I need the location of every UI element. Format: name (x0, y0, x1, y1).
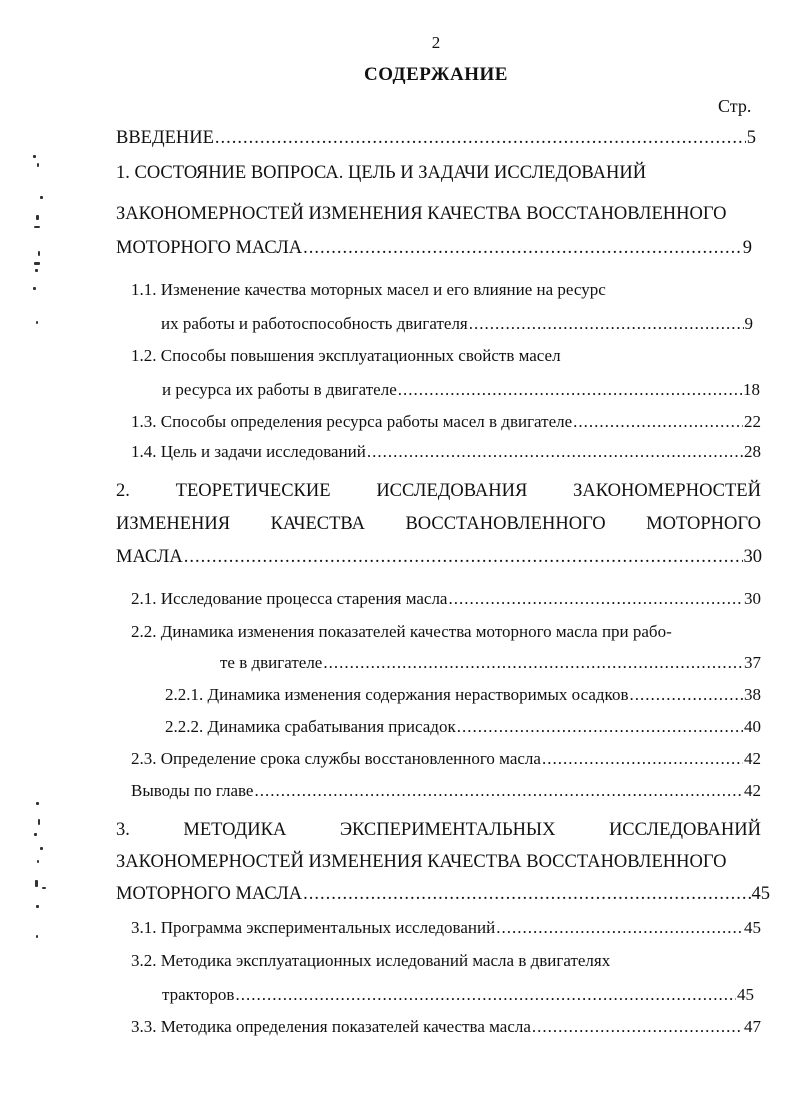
toc-section-1-2-line-1[interactable]: 1.2. Способы повышения эксплуатационных свойств масел (131, 346, 561, 365)
toc-entry-text: МОТОРНОГО МАСЛА (116, 238, 303, 258)
leader-dots (235, 985, 736, 1005)
toc-page-number: 22 (744, 412, 761, 431)
toc-entry-text: МОТОРНОГО МАСЛА (116, 884, 303, 904)
toc-word: 3. (116, 820, 130, 840)
leader-dots (573, 412, 743, 432)
leader-dots (496, 918, 743, 938)
toc-entry-text: 2.2.2. Динамика срабатывания присадок (165, 717, 456, 736)
toc-word: ВОССТАНОВЛЕННОГО (405, 514, 606, 534)
toc-word: МОТОРНОГО (646, 514, 761, 534)
toc-entry-text: тракторов (162, 985, 235, 1004)
toc-entry-text: 3.3. Методика определения показателей качества масла (131, 1017, 531, 1036)
toc-section-1-1-line-1[interactable]: 1.1. Изменение качества моторных масел и его влияние на ресурс (131, 280, 606, 299)
toc-subsection-2-2-2[interactable] (165, 717, 761, 737)
toc-conclusions[interactable] (131, 781, 761, 801)
toc-word: ЭКСПЕРИМЕНТАЛЬНЫХ (339, 820, 556, 840)
toc-section-2-1[interactable] (131, 589, 761, 609)
toc-entry-text: 1.3. Способы определения ресурса работы масел в двигателе (131, 412, 573, 431)
leader-dots (323, 653, 743, 673)
toc-section-3-3[interactable] (131, 1017, 761, 1037)
toc-chapter-1-line-2[interactable]: ЗАКОНОМЕРНОСТЕЙ ИЗМЕНЕНИЯ КАЧЕСТВА ВОССТАНОВЛЕННОГО (116, 204, 727, 224)
leader-dots (303, 238, 742, 259)
toc-chapter-2-line-1[interactable] (116, 481, 761, 502)
toc-page-number: 30 (744, 589, 761, 608)
toc-entry-text: их работы и работоспособность двигателя (161, 314, 468, 333)
toc-section-1-3[interactable] (131, 412, 761, 432)
leader-dots (469, 314, 744, 334)
toc-entry-text: 2.1. Исследование процесса старения масла (131, 589, 448, 608)
toc-chapter-2-line-3[interactable] (116, 547, 762, 568)
toc-subsection-2-2-1[interactable] (165, 685, 761, 705)
toc-page-number: 9 (744, 314, 753, 333)
toc-section-1-4[interactable] (131, 442, 761, 462)
toc-page-number: 40 (744, 717, 761, 736)
leader-dots (542, 749, 743, 769)
toc-page-number: 42 (744, 749, 761, 768)
toc-section-3-2-line-2[interactable] (162, 985, 754, 1005)
leader-dots (215, 128, 746, 149)
toc-entry-text: МАСЛА (116, 547, 183, 567)
toc-page-number: 38 (744, 685, 761, 704)
toc-entry-intro[interactable] (116, 128, 756, 149)
toc-section-2-2-line-2[interactable] (220, 653, 761, 673)
toc-entry-text: Выводы по главе (131, 781, 254, 800)
page-column-label: Стр. (718, 96, 752, 116)
toc-page-number: 45 (751, 884, 770, 904)
toc-page-number: 28 (744, 442, 761, 461)
leader-dots (254, 781, 743, 801)
toc-entry-text: 3.1. Программа экспериментальных исследований (131, 918, 496, 937)
toc-entry-text: те в двигателе (220, 653, 323, 672)
toc-entry-text: ВВЕДЕНИЕ (116, 128, 214, 148)
toc-section-3-2-line-1[interactable]: 3.2. Методика эксплуатационных иследований масла в двигателях (131, 951, 611, 970)
toc-word: МЕТОДИКА (183, 820, 287, 840)
leader-dots (184, 547, 743, 568)
toc-word: ТЕОРЕТИЧЕСКИЕ (175, 481, 331, 501)
leader-dots (457, 717, 743, 737)
toc-entry-text: 2.2.1. Динамика изменения содержания нерастворимых осадков (165, 685, 629, 704)
toc-entry-text: 2.3. Определение срока службы восстановленного масла (131, 749, 541, 768)
toc-page-number: 37 (744, 653, 761, 672)
leader-dots (303, 884, 750, 905)
toc-page-number: 30 (743, 547, 762, 567)
toc-chapter-2-line-2[interactable] (116, 514, 761, 535)
page-title: СОДЕРЖАНИЕ (364, 64, 508, 85)
toc-page-number: 5 (746, 128, 756, 148)
toc-chapter-3-line-1[interactable] (116, 820, 761, 841)
leader-dots (532, 1017, 743, 1037)
toc-page-number: 45 (737, 985, 754, 1004)
toc-chapter-1-line-1[interactable]: 1. СОСТОЯНИЕ ВОПРОСА. ЦЕЛЬ И ЗАДАЧИ ИССЛЕДОВАНИЙ (116, 163, 647, 183)
toc-page-number: 9 (742, 238, 752, 258)
toc-word: ИЗМЕНЕНИЯ (116, 514, 231, 534)
leader-dots (398, 380, 742, 400)
page-number: 2 (431, 33, 441, 52)
toc-word: КАЧЕСТВА (270, 514, 365, 534)
toc-section-1-2-line-2[interactable] (162, 380, 760, 400)
toc-page-number: 47 (744, 1017, 761, 1036)
toc-word: ИССЛЕДОВАНИЙ (608, 820, 761, 840)
toc-page-number: 18 (743, 380, 760, 399)
toc-chapter-3-line-3[interactable] (116, 884, 770, 905)
leader-dots (448, 589, 743, 609)
toc-chapter-3-line-2[interactable]: ЗАКОНОМЕРНОСТЕЙ ИЗМЕНЕНИЯ КАЧЕСТВА ВОССТАНОВЛЕННОГО (116, 852, 727, 872)
leader-dots (367, 442, 743, 462)
toc-section-2-2-line-1[interactable]: 2.2. Динамика изменения показателей качества моторного масла при рабо- (131, 622, 672, 641)
leader-dots (629, 685, 743, 705)
toc-word: ИССЛЕДОВАНИЯ (376, 481, 528, 501)
toc-word: 2. (116, 481, 130, 501)
toc-section-1-1-line-2[interactable] (161, 314, 753, 334)
toc-chapter-1-line-3[interactable] (116, 238, 752, 259)
toc-section-3-1[interactable] (131, 918, 761, 938)
toc-page-number: 45 (744, 918, 761, 937)
toc-section-2-3[interactable] (131, 749, 761, 769)
toc-page-number: 42 (744, 781, 761, 800)
toc-word: ЗАКОНОМЕРНОСТЕЙ (573, 481, 761, 501)
toc-entry-text: 1.4. Цель и задачи исследований (131, 442, 366, 461)
toc-entry-text: и ресурса их работы в двигателе (162, 380, 397, 399)
